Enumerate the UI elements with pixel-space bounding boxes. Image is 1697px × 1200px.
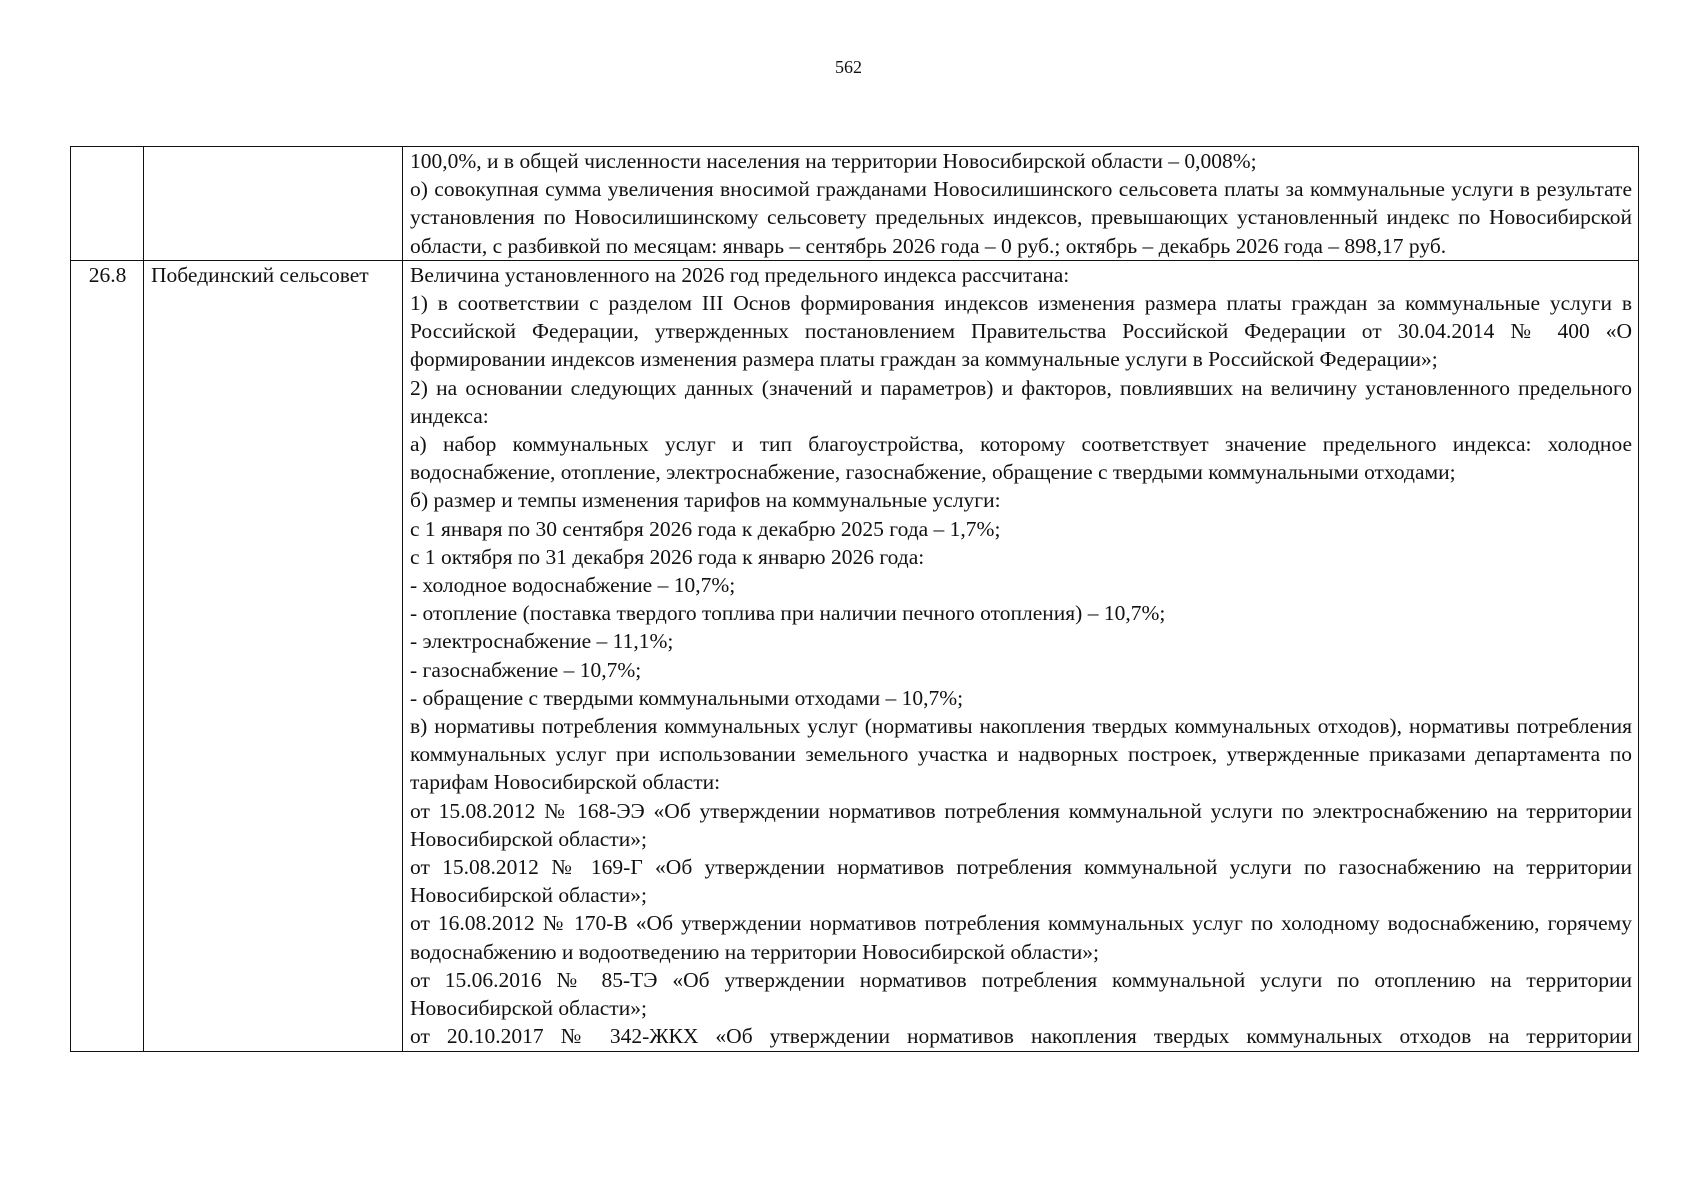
paragraph: в) нормативы потребления коммунальных услуг (нормативы накопления твердых коммунальных отходов), нормативы потребления коммунальных услуг при использовании земельного участка и надворных построек, утвержденные приказами департамента по тарифам Новосибирской области:: [410, 714, 1632, 795]
paragraph: - отопление (поставка твердого топлива при наличии печного отопления) – 10,7%;: [410, 601, 1166, 626]
paragraph: Величина установленного на 2026 год предельного индекса рассчитана:: [410, 262, 1070, 287]
paragraph: - газоснабжение – 10,7%;: [410, 657, 642, 682]
paragraph: от 15.08.2012 № 168-ЭЭ «Об утверждении нормативов потребления коммунальной услуги по электроснабжению на территории Новосибирской области»;: [410, 798, 1632, 851]
paragraph: - обращение с твердыми коммунальными отходами – 10,7%;: [410, 685, 964, 710]
paragraph: б) размер и темпы изменения тарифов на коммунальные услуги:: [410, 488, 1001, 513]
settlement-name-cell: Побединский сельсовет: [144, 260, 403, 1051]
paragraph: 100,0%, и в общей численности населения на территории Новосибирской области – 0,008%;: [410, 149, 1257, 173]
row-number-cell: [71, 147, 144, 261]
paragraph: а) набор коммунальных услуг и тип благоустройства, которому соответствует значение предельного индекса: холодное водоснабжение, отопление, электроснабжение, газоснабжение, обращение с твердыми коммунальными отходами;: [410, 432, 1632, 485]
paragraph: от 20.10.2017 № 342-ЖКХ «Об утверждении нормативов накопления твердых коммунальных отходов на территории: [410, 1024, 1632, 1049]
page-number: 562: [835, 57, 862, 77]
paragraph: - холодное водоснабжение – 10,7%;: [410, 573, 736, 598]
description-cell: [403, 260, 1639, 1051]
paragraph: - электроснабжение – 11,1%;: [410, 629, 674, 654]
settlement-name-cell: [144, 147, 403, 261]
paragraph: о) совокупная сумма увеличения вносимой гражданами Новосилишинского сельсовета платы за коммунальные услуги в результате установления по Новосилишинскому сельсовету предельных индексов, превышающих установленный индекс по Новосибирской области, с разбивкой по месяцам: январь – сентябрь 2026 года – 0 руб.; октябрь – декабрь 2026 года – 898,17 руб.: [410, 177, 1632, 258]
description-cell: [403, 147, 1639, 261]
table-row: [71, 260, 1639, 1051]
document-table: [70, 146, 1639, 1052]
paragraph: 2) на основании следующих данных (значений и параметров) и факторов, повлиявших на величину установленного предельного индекса:: [410, 375, 1632, 428]
paragraph: от 15.08.2012 № 169-Г «Об утверждении нормативов потребления коммунальной услуги по газоснабжению на территории Новосибирской области»;: [410, 855, 1632, 908]
paragraph: с 1 января по 30 сентября 2026 года к декабрю 2025 года – 1,7%;: [410, 516, 1001, 541]
row-number-cell: 26.8: [71, 260, 144, 1051]
paragraph: от 15.06.2016 № 85-ТЭ «Об утверждении нормативов потребления коммунальной услуги по отоплению на территории Новосибирской области»;: [410, 967, 1632, 1021]
table-row: [71, 147, 1639, 261]
paragraph: с 1 октября по 31 декабря 2026 года к январю 2026 года:: [410, 544, 925, 569]
paragraph: от 16.08.2012 № 170-В «Об утверждении нормативов потребления коммунальных услуг по холодному водоснабжению, горячему водоснабжению и водоотведению на территории Новосибирской области»;: [410, 911, 1632, 964]
paragraph: 1) в соответствии с разделом III Основ формирования индексов изменения размера платы граждан за коммунальные услуги в Российской Федерации, утвержденных постановлением Правительства Российской Федерации от 30.04.2014 № 400 «О формировании индексов изменения размера платы граждан за коммунальные услуги в Российской Федерации»;: [410, 291, 1632, 372]
